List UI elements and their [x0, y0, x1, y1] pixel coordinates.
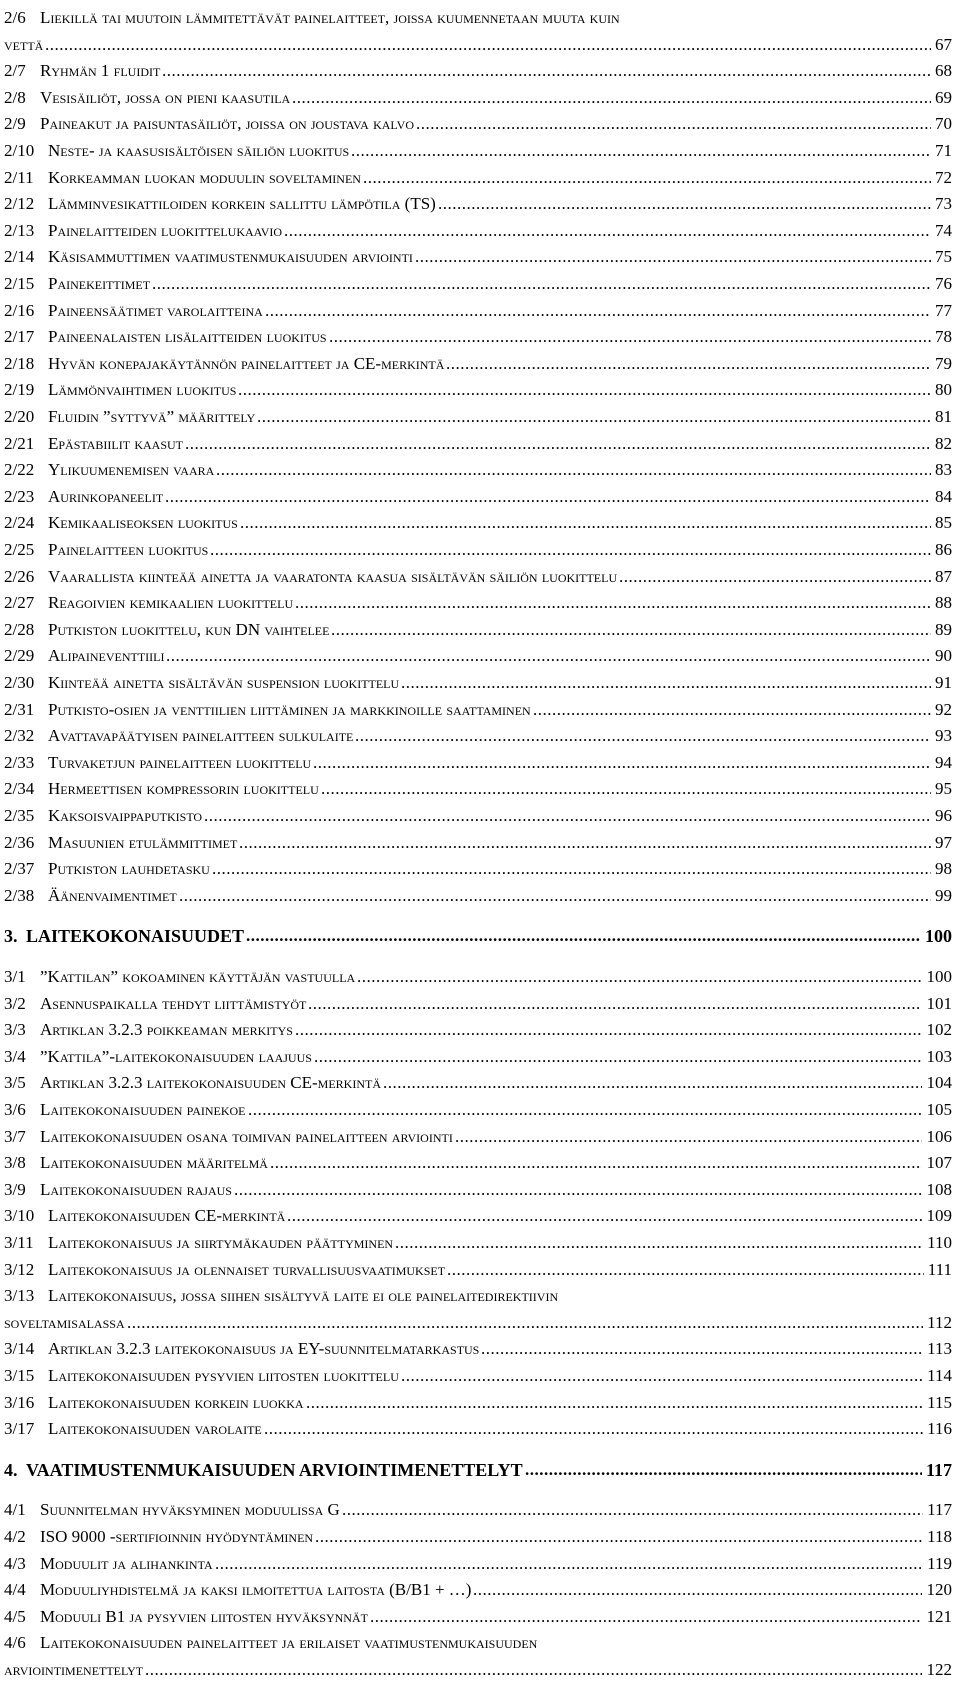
toc-entry-number: 2/21	[4, 433, 35, 453]
toc-leader-dots	[395, 1229, 923, 1257]
toc-page-number: 108	[925, 1176, 953, 1204]
toc-leader-dots	[342, 1496, 923, 1524]
toc-entry-title: Laitekokonaisuuden määritelmä	[40, 1153, 268, 1173]
toc-page-number: 88	[933, 589, 952, 617]
toc-page-number: 94	[933, 749, 952, 777]
toc-page-number: 90	[933, 642, 952, 670]
toc-entry-row[interactable]	[0, 297, 960, 325]
toc-page-number: 74	[933, 217, 952, 245]
toc-entry-number: 2/25	[4, 540, 35, 559]
toc-entry-title: Turvaketjun painelaitteen luokittelu	[48, 752, 312, 772]
toc-page-number: 114	[925, 1362, 952, 1390]
toc-entry-number: 3/17	[4, 1419, 35, 1439]
toc-entry-row[interactable]	[0, 669, 960, 697]
toc-leader-dots	[363, 164, 931, 192]
toc-entry-title: LAITEKOKONAISUUDET	[26, 926, 245, 947]
toc-page-number: 93	[933, 722, 952, 750]
toc-entry-number: 3/15	[4, 1366, 35, 1385]
toc-entry-row[interactable]	[0, 1149, 960, 1177]
toc-entry-title: Laitekokonaisuus ja siirtymäkauden päättyminen	[48, 1233, 394, 1252]
toc-page-number: 95	[933, 775, 952, 803]
toc-entry-title: Alipaineventtiili	[48, 646, 165, 666]
toc-entry-row[interactable]	[0, 1256, 960, 1284]
toc-entry-row[interactable]	[0, 31, 960, 59]
toc-entry-row[interactable]	[0, 350, 960, 378]
toc-entry-title: Laitekokonaisuuden varolaite	[48, 1419, 262, 1439]
toc-entry-number: 2/23	[4, 486, 35, 506]
toc-entry-number: 2/33	[4, 752, 35, 772]
toc-entry-title: Reagoivien kemikaalien luokittelu	[48, 593, 294, 613]
toc-entry-title: Ryhmän 1 fluidit	[40, 61, 161, 81]
toc-entry-title: Liekillä tai muutoin lämmitettävät painelaitteet, joissa kuumennetaan muuta kuin	[40, 8, 620, 27]
toc-leader-dots	[455, 1123, 922, 1151]
toc-entry-number: 2/30	[4, 673, 35, 692]
toc-entry-title: arviointimenettelyt	[4, 1660, 144, 1679]
toc-page-number: 73	[933, 190, 952, 218]
toc-page-number: 79	[933, 350, 952, 378]
toc-entry-number: 4/1	[4, 1500, 26, 1520]
toc-leader-dots	[533, 696, 931, 724]
toc-entry-title: Moduulit ja alihankinta	[40, 1553, 213, 1573]
toc-entry-row[interactable]	[0, 802, 960, 830]
toc-entry-number: 2/32	[4, 726, 35, 746]
toc-entry-title: Artiklan 3.2.3 laitekokonaisuus ja EY-suunnitelmatarkastus	[48, 1339, 480, 1359]
toc-entry-number: 3/14	[4, 1339, 35, 1359]
toc-leader-dots	[127, 1309, 923, 1337]
toc-entry-title: Painekeittimet	[48, 274, 151, 293]
toc-entry-row[interactable]	[0, 536, 960, 564]
toc-entry-number: 3/11	[4, 1233, 34, 1252]
toc-page-number: 68	[933, 57, 952, 85]
toc-leader-dots	[357, 963, 922, 991]
toc-leader-dots	[351, 137, 931, 165]
toc-entry-title: Laitekokonaisuuden pysyvien liitosten luokittelu	[48, 1366, 399, 1385]
toc-entry-row[interactable]	[0, 1629, 960, 1657]
toc-page-number: 107	[925, 1149, 953, 1177]
toc-entry-title: Laitekokonaisuuden painelaitteet ja erilaiset vaatimustenmukaisuuden	[40, 1633, 538, 1653]
toc-entry-row[interactable]	[0, 243, 960, 271]
toc-entry-title: Vesisäiliöt, jossa on pieni kaasutila	[40, 87, 291, 107]
toc-entry-row[interactable]	[0, 829, 960, 857]
toc-entry-number: 2/13	[4, 220, 35, 240]
toc-entry-title: Kiinteää ainetta sisältävän suspension luokittelu	[48, 673, 400, 692]
toc-page-number: 76	[933, 270, 952, 298]
toc-leader-dots	[239, 829, 931, 857]
toc-page-number: 92	[933, 696, 952, 724]
toc-leader-dots	[313, 749, 931, 777]
toc-leader-dots	[234, 1176, 922, 1204]
toc-leader-dots	[295, 1016, 922, 1044]
toc-leader-dots	[416, 110, 931, 138]
toc-leader-dots	[447, 1256, 924, 1284]
toc-entry-title: Artiklan 3.2.3 laitekokonaisuuden CE-merkintä	[40, 1073, 381, 1093]
toc-entry-row[interactable]	[0, 589, 960, 617]
toc-leader-dots	[619, 563, 931, 591]
toc-page-number: 77	[933, 297, 952, 325]
toc-entry-row[interactable]	[0, 376, 960, 404]
toc-entry-number: 3/3	[4, 1020, 26, 1040]
toc-entry-row[interactable]	[0, 270, 960, 298]
toc-page-number: 121	[925, 1603, 953, 1631]
toc-entry-title: Paineensäätimet varolaitteina	[48, 300, 263, 320]
toc-page-number: 72	[933, 164, 952, 192]
toc-entry-row[interactable]	[0, 882, 960, 910]
toc-page-number: 111	[926, 1256, 952, 1284]
toc-entry-row[interactable]	[0, 1362, 960, 1390]
toc-entry-title: Kaksoisvaippaputkisto	[48, 806, 203, 825]
toc-entry-number: 2/19	[4, 380, 35, 400]
toc-entry-title: Putkiston luokittelu, kun DN vaihtelee	[48, 619, 330, 639]
toc-entry-title: Laitekokonaisuuden rajaus	[40, 1179, 232, 1199]
toc-entry-number: 2/22	[4, 460, 35, 480]
toc-page-number: 96	[933, 802, 952, 830]
toc-entry-number: 3/13	[4, 1286, 35, 1306]
toc-entry-number: 3/2	[4, 993, 26, 1013]
toc-leader-dots	[210, 536, 931, 564]
toc-entry-number: 2/38	[4, 885, 35, 905]
toc-leader-dots	[287, 1202, 922, 1230]
toc-leader-dots	[321, 775, 931, 803]
toc-leader-dots	[481, 1335, 923, 1363]
toc-leader-dots	[165, 483, 931, 511]
toc-leader-dots	[525, 1456, 922, 1484]
toc-entry-title: Korkeamman luokan moduulin soveltaminen	[48, 167, 361, 187]
toc-page-number: 117	[924, 1456, 952, 1484]
toc-entry-title: Laitekokonaisuuden CE-merkintä	[48, 1206, 286, 1226]
toc-entry-number: 2/8	[4, 87, 26, 107]
toc-leader-dots	[240, 509, 931, 537]
toc-entry-number: 2/20	[4, 407, 35, 426]
toc-entry-title: Painelaitteiden luokittelukaavio	[48, 220, 283, 240]
toc-page-number: 109	[925, 1202, 953, 1230]
toc-entry-row[interactable]	[0, 217, 960, 245]
toc-page-number: 70	[933, 110, 952, 138]
toc-leader-dots	[401, 669, 931, 697]
toc-entry-number: 3/10	[4, 1206, 35, 1226]
toc-leader-dots	[248, 1096, 922, 1124]
toc-page-number: 110	[925, 1229, 952, 1257]
toc-leader-dots	[473, 1576, 922, 1604]
toc-entry-number: 2/27	[4, 593, 35, 613]
toc-entry-row[interactable]	[0, 990, 960, 1018]
toc-page-number: 112	[925, 1309, 952, 1337]
toc-leader-dots	[401, 1362, 923, 1390]
toc-leader-dots	[238, 376, 931, 404]
toc-entry-row[interactable]	[0, 1282, 960, 1310]
toc-entry-title: Epästabiilit kaasut	[48, 433, 184, 453]
toc-entry-row[interactable]	[0, 775, 960, 803]
toc-entry-title: Suunnitelman hyväksyminen moduulissa G	[40, 1500, 340, 1520]
toc-entry-number: 2/10	[4, 141, 35, 160]
toc-entry-number: 2/11	[4, 167, 34, 187]
toc-entry-row[interactable]	[0, 1123, 960, 1151]
toc-entry-number: 2/31	[4, 699, 35, 719]
toc-entry-number: 2/6	[4, 8, 26, 27]
toc-chapter-row[interactable]	[0, 922, 960, 950]
toc-page-number: 104	[925, 1069, 953, 1097]
toc-entry-title: Laitekokonaisuus ja olennaiset turvallisuusvaatimukset	[48, 1259, 446, 1279]
toc-entry-title: ”Kattilan” kokoaminen käyttäjän vastuulla	[40, 967, 356, 986]
toc-leader-dots	[415, 243, 931, 271]
toc-entry-title: Putkiston lauhdetasku	[48, 859, 210, 879]
toc-page-number: 75	[933, 243, 952, 271]
toc-entry-title: Paineakut ja paisuntasäiliöt, joissa on joustava kalvo	[40, 114, 414, 134]
toc-page-number: 87	[933, 563, 952, 591]
toc-entry-row[interactable]	[0, 1096, 960, 1124]
toc-page-number: 91	[933, 669, 952, 697]
toc-page-number: 103	[925, 1043, 953, 1071]
toc-leader-dots	[314, 1043, 922, 1071]
toc-entry-title: Neste- ja kaasusisältöisen säiliön luokitus	[48, 141, 350, 160]
toc-page-number: 118	[925, 1523, 952, 1551]
toc-leader-dots	[370, 1603, 922, 1631]
toc-page-number: 98	[933, 855, 952, 883]
toc-page-number: 78	[933, 323, 952, 351]
toc-page-number: 84	[933, 483, 952, 511]
toc-chapter-row[interactable]	[0, 1456, 960, 1484]
toc-entry-title: Äänenvaimentimet	[48, 885, 177, 905]
toc-entry-title: Asennuspaikalla tehdyt liittämistyöt	[40, 993, 307, 1013]
toc-entry-row[interactable]	[0, 722, 960, 750]
toc-leader-dots	[264, 1415, 923, 1443]
toc-entry-row[interactable]	[0, 563, 960, 591]
toc-entry-number: 4/6	[4, 1633, 26, 1653]
toc-entry-number: 3/1	[4, 967, 26, 986]
toc-entry-number: 2/29	[4, 646, 35, 666]
toc-leader-dots	[216, 456, 931, 484]
toc-page-number: 106	[925, 1123, 953, 1151]
toc-page-number: 100	[925, 963, 953, 991]
toc-entry-title: Moduuli B1 ja pysyvien liitosten hyväksynnät	[40, 1606, 368, 1626]
toc-page-number: 105	[925, 1096, 953, 1124]
toc-page-number: 115	[925, 1389, 952, 1417]
toc-entry-row[interactable]	[0, 1576, 960, 1604]
toc-entry-title: vettä	[4, 34, 44, 54]
toc-leader-dots	[45, 31, 931, 59]
toc-leader-dots	[438, 190, 931, 218]
toc-entry-title: Laitekokonaisuuden osana toimivan painelaitteen arviointi	[40, 1126, 453, 1146]
toc-page-number: 122	[925, 1656, 953, 1684]
toc-entry-title: Paineenalaisten lisälaitteiden luokitus	[48, 327, 327, 347]
toc-leader-dots	[152, 270, 931, 298]
toc-entry-number: 3/9	[4, 1179, 26, 1199]
toc-leader-dots	[204, 802, 931, 830]
toc-entry-row[interactable]	[0, 1043, 960, 1071]
toc-leader-dots	[179, 882, 931, 910]
toc-leader-dots	[329, 323, 931, 351]
toc-entry-row[interactable]	[0, 456, 960, 484]
toc-entry-row[interactable]	[0, 323, 960, 351]
toc-entry-row[interactable]	[0, 509, 960, 537]
toc-entry-number: 3/12	[4, 1259, 35, 1279]
toc-leader-dots	[185, 430, 931, 458]
toc-entry-number: 2/9	[4, 114, 26, 134]
toc-entry-number: 2/18	[4, 353, 35, 373]
toc-entry-row[interactable]	[0, 1202, 960, 1230]
toc-leader-dots	[331, 616, 931, 644]
toc-entry-number: 3/6	[4, 1100, 26, 1119]
toc-entry-row[interactable]	[0, 137, 960, 165]
toc-entry-row[interactable]	[0, 403, 960, 431]
toc-entry-title: soveltamisalassa	[4, 1312, 125, 1332]
toc-entry-number: 2/37	[4, 859, 35, 879]
toc-leader-dots	[257, 403, 931, 431]
toc-entry-row[interactable]	[0, 190, 960, 218]
toc-page-number: 83	[933, 456, 952, 484]
toc-entry-title: Putkisto-osien ja venttiilien liittäminen ja markkinoille saattaminen	[48, 699, 531, 719]
toc-leader-dots	[145, 1656, 922, 1684]
toc-entry-title: Ylikuumenemisen vaara	[48, 460, 215, 480]
toc-entry-number: 2/36	[4, 832, 35, 852]
toc-page-number: 101	[925, 990, 953, 1018]
toc-leader-dots	[265, 297, 931, 325]
toc-entry-row[interactable]	[0, 57, 960, 85]
toc-entry-row[interactable]	[0, 1389, 960, 1417]
toc-entry-row[interactable]	[0, 1335, 960, 1363]
toc-entry-number: 4.	[4, 1459, 18, 1480]
toc-entry-row[interactable]	[0, 84, 960, 112]
toc-leader-dots	[215, 1550, 923, 1578]
toc-page-number: 81	[933, 403, 952, 431]
toc-entry-row[interactable]	[0, 4, 960, 32]
toc-leader-dots	[446, 350, 931, 378]
toc-entry-row[interactable]	[0, 1069, 960, 1097]
toc-entry-row[interactable]	[0, 1496, 960, 1524]
toc-entry-title: ISO 9000 -sertifioinnin hyödyntäminen	[40, 1527, 314, 1546]
toc-entry-number: 2/16	[4, 300, 35, 320]
toc-entry-number: 3/8	[4, 1153, 26, 1173]
toc-page-number: 67	[933, 31, 952, 59]
toc-entry-row[interactable]	[0, 1523, 960, 1551]
toc-entry-number: 4/3	[4, 1553, 26, 1573]
toc-entry-row[interactable]	[0, 696, 960, 724]
toc-entry-row[interactable]	[0, 430, 960, 458]
toc-entry-number: 2/24	[4, 513, 35, 533]
toc-entry-row[interactable]	[0, 749, 960, 777]
toc-page-number: 99	[933, 882, 952, 910]
toc-entry-row[interactable]	[0, 963, 960, 991]
toc-entry-title: Vaarallista kiinteää ainetta ja vaaratonta kaasua sisältävän säiliön luokittelu	[48, 566, 618, 586]
toc-leader-dots	[162, 57, 931, 85]
toc-entry-number: 2/35	[4, 806, 35, 825]
toc-entry-title: Aurinkopaneelit	[48, 486, 164, 506]
toc-entry-row[interactable]	[0, 1603, 960, 1631]
toc-entry-number: 3/4	[4, 1046, 26, 1066]
toc-entry-title: Hyvän konepajakäytännön painelaitteet ja CE-merkintä	[48, 353, 445, 373]
toc-entry-title: Masuunien etulämmittimet	[48, 832, 238, 852]
toc-entry-number: 2/34	[4, 779, 35, 799]
toc-entry-title: Artiklan 3.2.3 poikkeaman merkitys	[40, 1020, 293, 1040]
toc-page-number: 82	[933, 430, 952, 458]
toc-entry-number: 2/28	[4, 619, 35, 639]
toc-entry-title: Painelaitteen luokitus	[48, 540, 209, 559]
toc-leader-dots	[308, 990, 922, 1018]
toc-leader-dots	[315, 1523, 923, 1551]
toc-page-number: 120	[925, 1576, 953, 1604]
toc-entry-number: 2/7	[4, 61, 26, 81]
toc-page-number: 85	[933, 509, 952, 537]
toc-entry-number: 4/2	[4, 1527, 26, 1546]
toc-leader-dots	[246, 922, 921, 950]
toc-page-number: 100	[923, 922, 952, 950]
toc-entry-number: 2/14	[4, 247, 35, 267]
toc-leader-dots	[270, 1149, 922, 1177]
toc-entry-row[interactable]	[0, 1309, 960, 1337]
toc-entry-title: Laitekokonaisuuden korkein luokka	[48, 1392, 304, 1412]
toc-entry-row[interactable]	[0, 1229, 960, 1257]
toc-leader-dots	[212, 855, 931, 883]
toc-leader-dots	[166, 642, 931, 670]
toc-entry-title: Hermeettisen kompressorin luokittelu	[48, 779, 319, 799]
toc-entry-row[interactable]	[0, 1415, 960, 1443]
toc-entry-title: Laitekokonaisuus, jossa siihen sisältyvä laite ei ole painelaitedirektiivin	[48, 1286, 559, 1306]
toc-entry-row[interactable]	[0, 1016, 960, 1044]
toc-entry-row[interactable]	[0, 616, 960, 644]
toc-leader-dots	[306, 1389, 923, 1417]
toc-page-number: 113	[925, 1335, 952, 1363]
toc-page-number: 80	[933, 376, 952, 404]
toc-entry-row[interactable]	[0, 110, 960, 138]
toc-entry-row[interactable]	[0, 855, 960, 883]
toc-entry-number: 2/26	[4, 566, 35, 586]
toc-entry-number: 3/5	[4, 1073, 26, 1093]
toc-page-number: 86	[933, 536, 952, 564]
toc-entry-title: Lämmönvaihtimen luokitus	[48, 380, 237, 400]
toc-entry-title: Avattavapäätyisen painelaitteen sulkulaite	[48, 726, 354, 746]
toc-entry-number: 4/4	[4, 1580, 26, 1600]
toc-leader-dots	[295, 589, 931, 617]
toc-entry-number: 2/12	[4, 194, 35, 214]
toc-entry-title: Moduuliyhdistelmä ja kaksi ilmoitettua laitosta (B/B1 + …)	[40, 1580, 472, 1600]
toc-leader-dots	[284, 217, 931, 245]
toc-entry-title: ”Kattila”-laitekokonaisuuden laajuus	[40, 1046, 312, 1066]
toc-entry-number: 2/17	[4, 327, 35, 347]
toc-entry-title: Lämminvesikattiloiden korkein sallittu lämpötila (TS)	[48, 194, 436, 214]
toc-page-number: 69	[933, 84, 952, 112]
toc-entry-title: VAATIMUSTENMUKAISUUDEN ARVIOINTIMENETTELYT	[26, 1459, 523, 1480]
toc-page-number: 102	[925, 1016, 953, 1044]
toc-entry-row[interactable]	[0, 483, 960, 511]
toc-leader-dots	[383, 1069, 922, 1097]
toc-page-number: 71	[933, 137, 952, 165]
toc-entry-number: 3/16	[4, 1392, 35, 1412]
toc-entry-title: Fluidin ”syttyvä” määrittely	[48, 407, 256, 426]
toc-page-number: 119	[925, 1550, 952, 1578]
toc-entry-title: Laitekokonaisuuden painekoe	[40, 1100, 246, 1119]
toc-entry-row[interactable]	[0, 1656, 960, 1684]
toc-leader-dots	[355, 722, 931, 750]
toc-entry-row[interactable]	[0, 164, 960, 192]
toc-entry-row[interactable]	[0, 642, 960, 670]
toc-page-number: 117	[925, 1496, 952, 1524]
toc-entry-number: 3/7	[4, 1126, 26, 1146]
toc-entry-row[interactable]	[0, 1550, 960, 1578]
toc-entry-number: 3.	[4, 926, 18, 947]
toc-leader-dots	[292, 84, 931, 112]
toc-entry-row[interactable]	[0, 1176, 960, 1204]
toc-entry-title: Kemikaaliseoksen luokitus	[48, 513, 238, 533]
toc-page-number: 89	[933, 616, 952, 644]
toc-entry-title: Käsisammuttimen vaatimustenmukaisuuden arviointi	[48, 247, 413, 267]
toc-page-number: 97	[933, 829, 952, 857]
toc-entry-number: 4/5	[4, 1606, 26, 1626]
toc-entry-number: 2/15	[4, 274, 35, 293]
toc-page-number: 116	[925, 1415, 952, 1443]
